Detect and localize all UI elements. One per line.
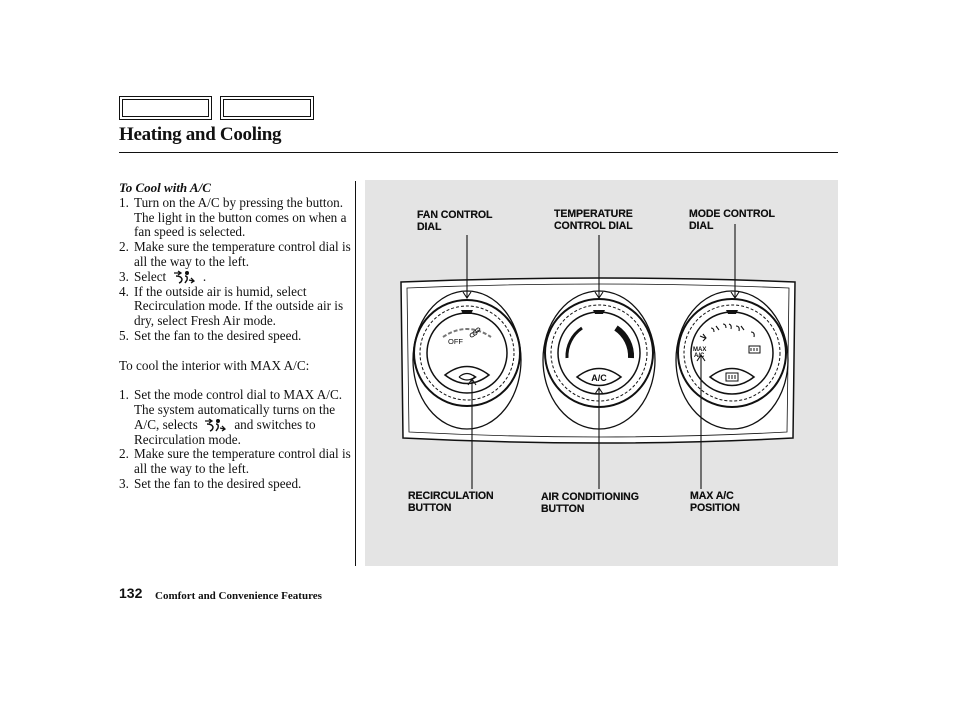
mode-control-dial[interactable]	[676, 291, 788, 429]
step-a2: 2. Make sure the temperature control dial is all the way to the left.	[119, 239, 351, 269]
callout-recirculation-button: RECIRCULATION BUTTON	[408, 490, 494, 514]
ac-button-label: A/C	[591, 373, 607, 383]
step-a4: 4. If the outside air is humid, select Recirculation mode. If the outside air is dry, select Fresh Air mode.	[119, 283, 344, 329]
fan-control-dial[interactable]	[413, 291, 521, 429]
step-a5: 5. Set the fan to the desired speed.	[119, 327, 302, 343]
step-b2: 2. Make sure the temperature control dial is all the way to the left.	[119, 446, 351, 477]
section-name: Comfort and Convenience Features	[155, 590, 322, 602]
column-divider	[355, 181, 356, 566]
step-b1: 1. Set the mode control dial to MAX A/C. The system automatically turns on the A/C, selects and switches to Recirculation mode.	[119, 387, 343, 447]
callout-air-conditioning-button: AIR CONDITIONING BUTTON	[541, 491, 639, 515]
climate-control-figure	[365, 180, 838, 566]
fan-off-label: OFF	[448, 337, 463, 346]
page-number: 132	[119, 585, 143, 601]
callout-max-ac-position: MAX A/C POSITION	[690, 490, 740, 514]
callout-temperature-control-dial: TEMPERATURE CONTROL DIAL	[554, 208, 633, 232]
floor-dash-vent-icon	[170, 270, 200, 284]
header-tab-box-2	[220, 96, 314, 120]
header-tab-box-1	[119, 96, 212, 120]
page-title: Heating and Cooling	[119, 124, 282, 145]
floor-dash-vent-icon	[201, 418, 231, 432]
subhead: To Cool with A/C	[119, 180, 211, 195]
callout-mode-control-dial: MODE CONTROL DIAL	[689, 208, 775, 232]
max-ac-intro: To cool the interior with MAX A/C:	[119, 357, 310, 373]
title-rule	[119, 152, 838, 153]
max-ac-dial-label: MAX A/C	[693, 347, 707, 359]
step-a1: 1. Turn on the A/C by pressing the button. The light in the button comes on when a fan speed is selected.	[119, 194, 347, 240]
instructions-column	[119, 181, 353, 492]
step-a3: 3. Select .	[119, 268, 207, 284]
step-b3: 3. Set the fan to the desired speed.	[119, 475, 302, 491]
callout-fan-control-dial: FAN CONTROL DIAL	[417, 209, 493, 233]
